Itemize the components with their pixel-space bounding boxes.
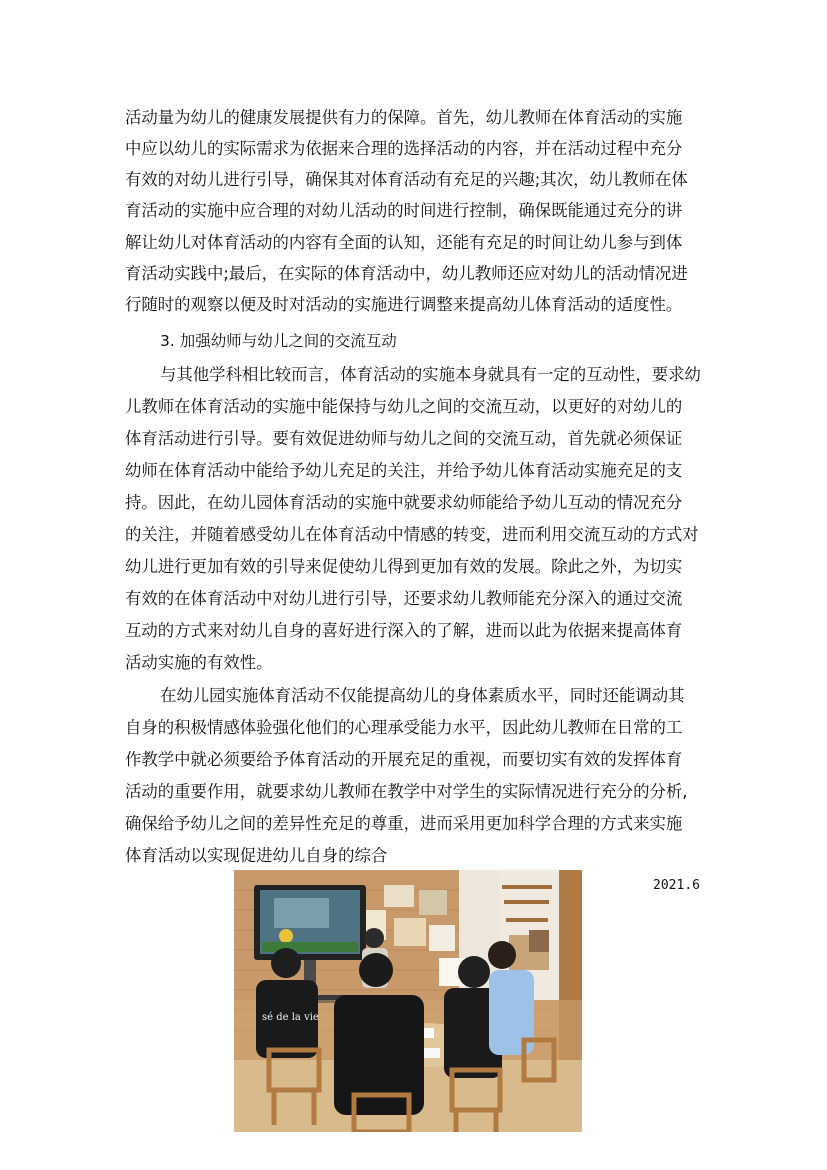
paragraph-2-line: 体育活动进行引导。要有效促进幼师与幼儿之间的交流互动，首先就必须保证 (125, 429, 683, 448)
paragraph-1-line: 活动量为幼儿的健康发展提供有力的保障。首先，幼儿教师在体育活动的实施 (125, 108, 683, 127)
paragraph-3-line: 自身的积极情感体验强化他们的心理承受能力水平，因此幼儿教师在日常的工 (125, 718, 683, 737)
paragraph-2-line: 与其他学科相比较而言，体育活动的实施本身就具有一定的互动性，要求幼 (160, 365, 701, 384)
classroom-photo (234, 870, 582, 1132)
paragraph-2-line: 有效的在体育活动中对幼儿进行引导，还要求幼儿教师能充分深入的通过交流 (125, 589, 683, 608)
paragraph-1-line: 行随时的观察以便及时对活动的实施进行调整来提高幼儿体育活动的适度性。 (125, 295, 683, 314)
paragraph-1-line: 育活动的实施中应合理的对幼儿活动的时间进行控制，确保既能通过充分的讲 (125, 201, 683, 220)
paragraph-2-line: 互动的方式来对幼儿自身的喜好进行深入的了解，进而以此为依据来提高体育 (125, 621, 683, 640)
paragraph-1-line: 中应以幼儿的实际需求为依据来合理的选择活动的内容，并在活动过程中充分 (125, 139, 683, 158)
paragraph-3-line: 作教学中就必须要给予体育活动的开展充足的重视，而要切实有效的发挥体育 (125, 750, 683, 769)
date-label: 2021.6 (653, 878, 700, 893)
paragraph-2-line: 的关注，并随着感受幼儿在体育活动中情感的转变，进而利用交流互动的方式对 (125, 525, 699, 544)
paragraph-1-line: 育活动实践中;最后，在实际的体育活动中，幼儿教师还应对幼儿的活动情况进 (125, 264, 688, 283)
paragraph-1-line: 解让幼儿对体育活动的内容有全面的认知，还能有充足的时间让幼儿参与到体 (125, 233, 683, 252)
paragraph-3-line: 体育活动以实现促进幼儿自身的综合 (125, 846, 388, 865)
paragraph-1-line: 有效的对幼儿进行引导，确保其对体育活动有充足的兴趣;其次，幼儿教师在体 (125, 170, 688, 189)
section-heading: 3. 加强幼师与幼儿之间的交流互动 (160, 332, 397, 350)
paragraph-2-line: 幼师在体育活动中能给予幼儿充足的关注，并给予幼儿体育活动实施充足的支 (125, 461, 683, 480)
paragraph-2-line: 持。因此，在幼儿园体育活动的实施中就要求幼师能给予幼儿互动的情况充分 (125, 493, 683, 512)
shirt-text: sé de la vie (262, 1012, 319, 1023)
paragraph-2-line: 活动实施的有效性。 (125, 653, 273, 672)
paragraph-2-line: 幼儿进行更加有效的引导来促使幼儿得到更加有效的发展。除此之外，为切实 (125, 557, 683, 576)
paragraph-2-line: 儿教师在体育活动的实施中能保持与幼儿之间的交流互动，以更好的对幼儿的 (125, 397, 683, 416)
paragraph-3-line: 在幼儿园实施体育活动不仅能提高幼儿的身体素质水平，同时还能调动其 (160, 686, 685, 705)
paragraph-3-line: 确保给予幼儿之间的差异性充足的尊重，进而采用更加科学合理的方式来实施 (125, 814, 683, 833)
paragraph-3-line: 活动的重要作用，就要求幼儿教师在教学中对学生的实际情况进行充分的分析, (125, 782, 688, 801)
